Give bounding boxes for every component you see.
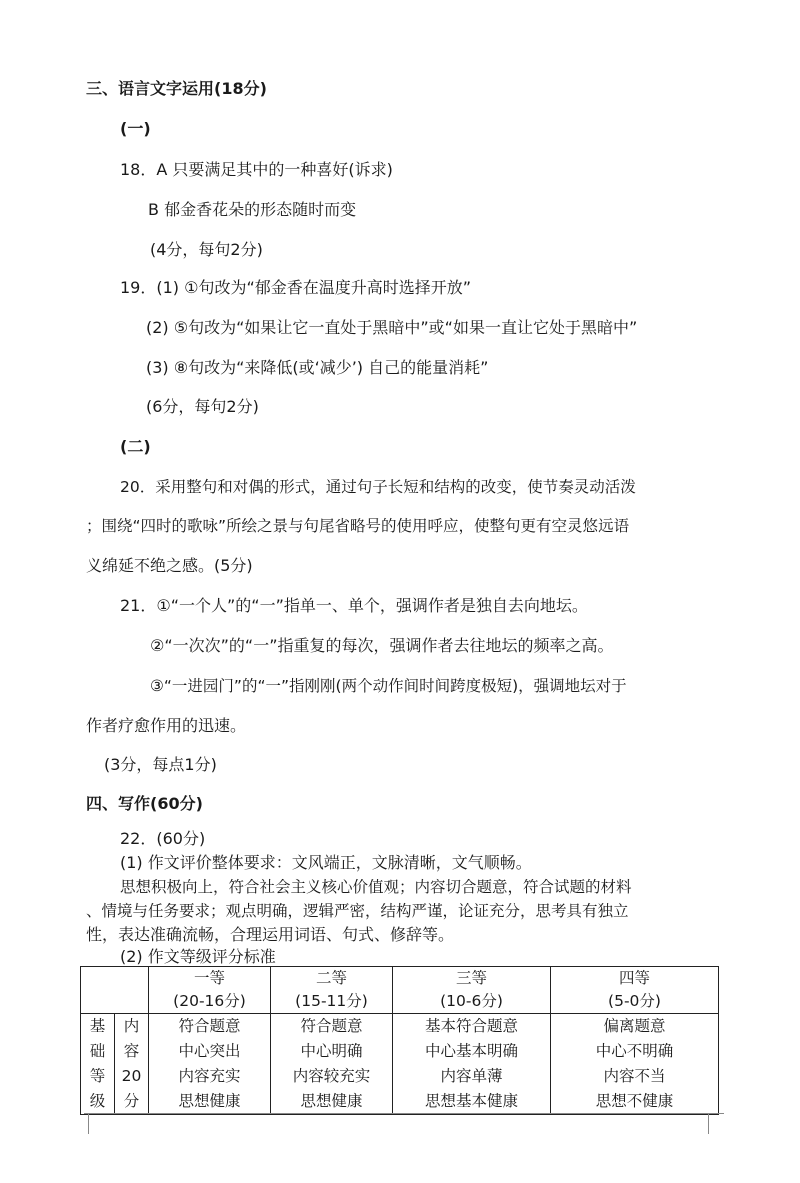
q21-point-1: 21．①“一个人”的“一”指单一、单个，强调作者是独自去向地坛。 (120, 596, 588, 615)
requirement-line-2: 、情境与任务要求；观点明确，逻辑严密，结构严谨，论证充分，思考具有独立 (86, 902, 629, 920)
grade-header-row (81, 967, 719, 1014)
q21-point-3a: ③“一进园门”的“一”指刚刚(两个动作间时间跨度极短)，强调地坛对于 (150, 677, 627, 695)
row-label-content-20: 内 容 20 分 (115, 1014, 149, 1115)
q20-line-1: 20．采用整句和对偶的形式，通过句子长短和结构的改变，使节奏灵动活泼 (120, 478, 636, 496)
grading-table (80, 966, 719, 1115)
q22-label: 22．(60分) (120, 829, 206, 848)
criteria-cell-grade-2: 符合题意 中心明确 内容较充实 思想健康 (271, 1014, 393, 1115)
q19-answer-3: (3) ⑧句改为“来降低(或‘减少’) 自己的能量消耗” (146, 358, 489, 377)
section-4-heading: 四、写作(60分) (86, 794, 203, 813)
requirement-line-3: 性，表达准确流畅，合理运用词语、句式、修辞等。 (86, 925, 455, 944)
page-corner-tick-left (88, 1114, 89, 1134)
q21-score: (3分，每点1分) (104, 755, 217, 774)
row-label-basic-level: 基 础 等 级 (81, 1014, 115, 1115)
criteria-cell-grade-1: 符合题意 中心突出 内容充实 思想健康 (149, 1014, 271, 1115)
q21-point-2: ②“一次次”的“一”指重复的每次，强调作者去往地坛的频率之高。 (150, 636, 614, 655)
page-corner-tick-right (708, 1114, 709, 1134)
content-row (81, 1014, 719, 1115)
section-3-heading: 三、语言文字运用(18分) (86, 79, 267, 98)
grade-header-2: 二等 (15-11分) (271, 967, 393, 1014)
grade-header-4: 四等 (5-0分) (551, 967, 719, 1014)
grade-header-3: 三等 (10-6分) (393, 967, 551, 1014)
requirement-1: (1) 作文评价整体要求：文风端正，文脉清晰，文气顺畅。 (120, 853, 532, 872)
q19-score: (6分，每句2分) (146, 397, 259, 416)
criteria-cell-grade-4: 偏离题意 中心不明确 内容不当 思想不健康 (551, 1014, 719, 1115)
part-2-label: (二) (120, 437, 151, 456)
requirement-line-1: 思想积极向上，符合社会主义核心价值观；内容切合题意，符合试题的材料 (120, 878, 632, 896)
q19-answer-2: (2) ⑤句改为“如果让它一直处于黑暗中”或“如果一直让它处于黑暗中” (146, 318, 638, 337)
q18-answer-b: B 郁金香花朵的形态随时而变 (148, 200, 357, 219)
header-blank-cell (81, 967, 149, 1014)
page-bottom-rule (84, 1113, 724, 1114)
requirement-2: (2) 作文等级评分标准 (120, 947, 276, 966)
q19-answer-1: 19．(1) ①句改为“郁金香在温度升高时选择开放” (120, 278, 472, 297)
q21-point-3b: 作者疗愈作用的迅速。 (86, 716, 247, 735)
q18-score: (4分，每句2分) (150, 240, 263, 259)
part-1-label: (一) (120, 119, 151, 138)
criteria-cell-grade-3: 基本符合题意 中心基本明确 内容单薄 思想基本健康 (393, 1014, 551, 1115)
q18-answer-a: 18．A 只要满足其中的一种喜好(诉求) (120, 160, 393, 179)
q20-line-2: ；围绕“四时的歌咏”所绘之景与句尾省略号的使用呼应，使整句更有空灵悠远语 (86, 517, 630, 535)
grade-header-1: 一等 (20-16分) (149, 967, 271, 1014)
q20-line-3: 义绵延不绝之感。(5分) (86, 556, 253, 575)
